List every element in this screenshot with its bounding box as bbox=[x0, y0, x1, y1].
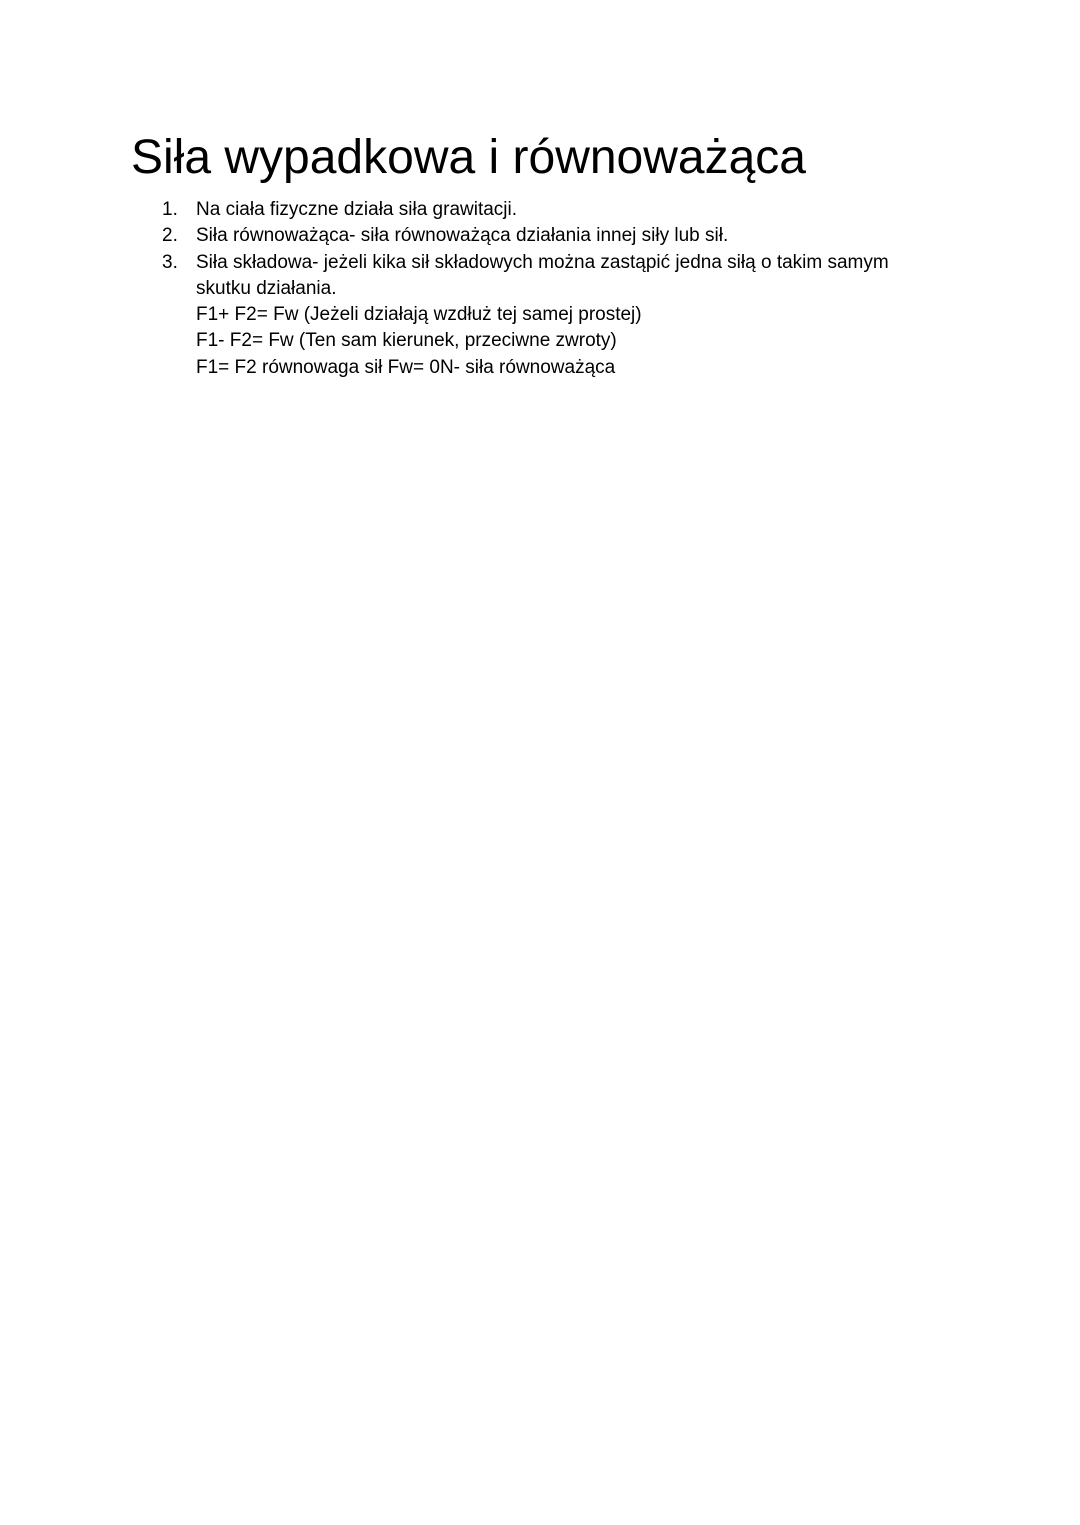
list-item-text: Siła równoważąca- siła równoważąca działania innej siły lub sił. bbox=[196, 225, 729, 247]
page-title: Siła wypadkowa i równoważąca bbox=[131, 131, 806, 184]
numbered-list bbox=[131, 197, 951, 381]
list-item-2 bbox=[131, 223, 951, 249]
list-item-3 bbox=[131, 250, 951, 381]
list-item-text-continued: skutku działania. bbox=[196, 277, 337, 299]
list-item-text: Na ciała fizyczne działa siła grawitacji. bbox=[196, 199, 518, 220]
list-number: 1. bbox=[162, 199, 178, 220]
list-item-text: Siła składowa- jeżeli kika sił składowych można zastąpić jedna siłą o takim samym bbox=[196, 251, 889, 273]
formula-sum: F1+ F2= Fw (Jeżeli działają wzdłuż tej samej prostej) bbox=[196, 304, 642, 326]
formula-difference: F1- F2= Fw (Ten sam kierunek, przeciwne zwroty) bbox=[196, 330, 617, 352]
list-number: 2. bbox=[162, 225, 178, 247]
formula-equilibrium: F1= F2 równowaga sił Fw= 0N- siła równoważąca bbox=[196, 356, 616, 378]
list-number: 3. bbox=[162, 251, 178, 273]
list-item-1 bbox=[131, 197, 951, 223]
